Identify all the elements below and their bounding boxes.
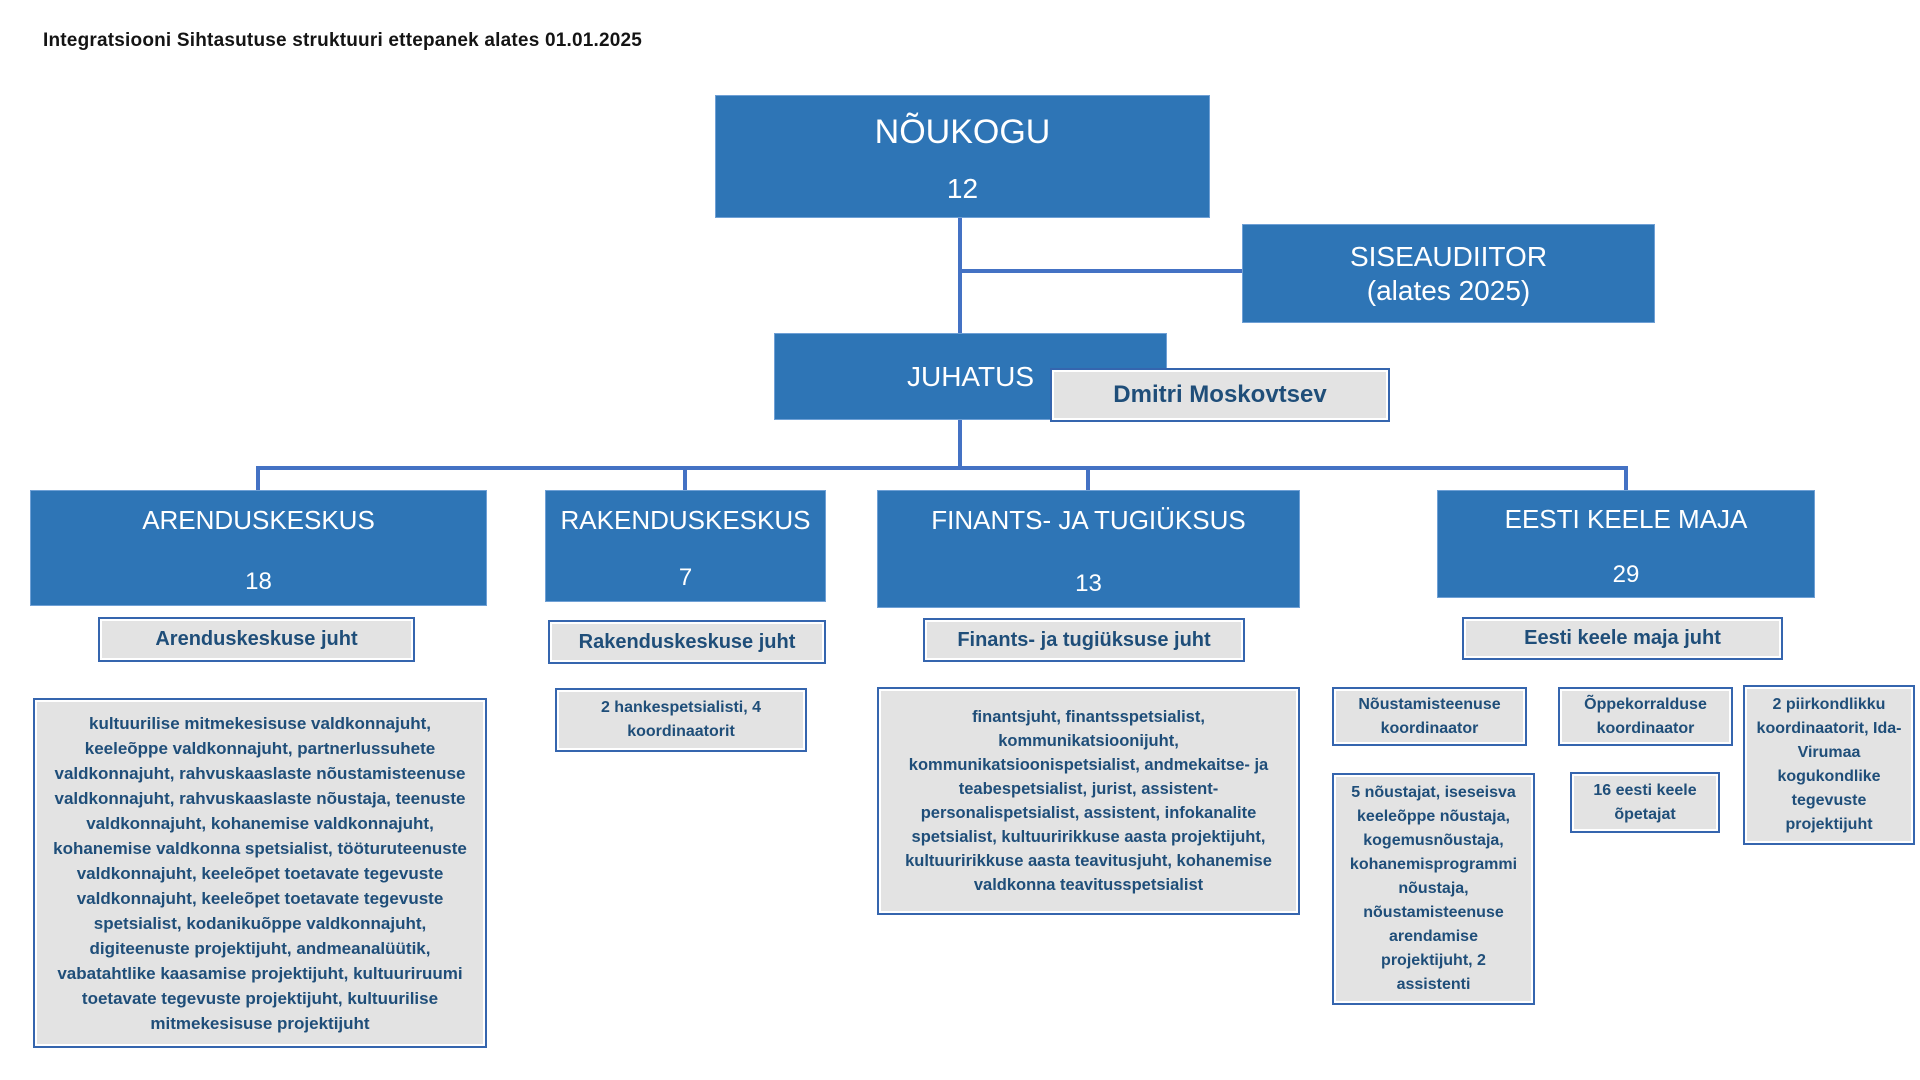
eesti-keele-maja-count: 29 <box>1612 560 1640 588</box>
connector-drop-finants <box>1086 468 1090 490</box>
noustamisteenuse-staff-list: 5 nõustajat, iseseisva keeleõppe nõustaja, kogemusnõustaja, kohanemisprogrammi nõustaja, nõustamisteenuse arendamise projektijuht, 2 assistenti <box>1349 784 1518 993</box>
noustamisteenuse-koordinaator-label: Nõustamisteenuse koordinaator <box>1358 695 1501 737</box>
finants-count: 13 <box>1075 569 1102 597</box>
connector-drop-rakenduskeskus <box>683 468 687 490</box>
box-noustamisteenuse-koordinaator <box>1332 687 1527 746</box>
connector-main-horizontal <box>256 466 1628 470</box>
rakenduskeskus-head-label: Rakenduskeskuse juht <box>578 630 796 653</box>
arenduskeskus-label: ARENDUSKESKUS <box>142 505 375 535</box>
eesti-keele-maja-label: EESTI KEELE MAJA <box>1504 504 1748 534</box>
box-finants <box>877 490 1300 608</box>
box-arenduskeskus-head <box>98 617 415 662</box>
rakenduskeskus-staff-list: 2 hankespetsialisti, 4 koordinaatorit <box>600 699 762 740</box>
box-noustamisteenuse-staff <box>1332 773 1535 1005</box>
siseaudiitor-label-line2: (alates 2025) <box>1366 274 1531 306</box>
box-piirkondlikud-koordinaatorid <box>1743 685 1915 845</box>
box-oppekorralduse-koordinaator <box>1558 687 1733 746</box>
rakenduskeskus-label: RAKENDUSKESKUS <box>560 505 811 535</box>
juhatus-person-name: Dmitri Moskovtsev <box>1113 381 1327 408</box>
box-eesti-keele-maja-head <box>1462 617 1783 660</box>
page-title: Integratsiooni Sihtasutuse struktuuri ettepanek alates 01.01.2025 <box>43 30 643 51</box>
eesti-keele-maja-head-label: Eesti keele maja juht <box>1524 627 1721 649</box>
arenduskeskus-staff-list: kultuurilise mitmekesisuse valdkonnajuht, keeleõppe valdkonnajuht, partnerlussuhete valdkonnajuht, rahvuskaaslaste nõustamisteenuse valdkonnajuht, rahvuskaaslaste nõustaja, teenuste valdkonnajuht, kohanemise valdkonnajuht, kohanemise valdkonna spetsialist, tööturuteenuste valdkonnajuht, keeleõpet toetavate tegevuste valdkonnajuht, keeleõpet toetavate tegevuste spetsialist, kodanikuõppe valdkonnajuht, digiteenuste projektijuht, andmeanalüütik, vabatahtlike kaasamise projektijuht, kultuuriruumi toetavate tegevuste projektijuht, kultuurilise mitmekesisuse projektijuht <box>53 713 467 1033</box>
box-noukogu <box>715 95 1210 218</box>
box-eesti-keele-maja <box>1437 490 1815 598</box>
connector-siseaudiitor <box>960 269 1242 273</box>
box-siseaudiitor <box>1242 224 1655 323</box>
noukogu-count: 12 <box>946 173 979 205</box>
rakenduskeskus-count: 7 <box>678 563 693 591</box>
finants-head-label: Finants- ja tugiüksuse juht <box>957 628 1211 651</box>
connector-drop-eesti-keele-maja <box>1624 468 1628 490</box>
box-juhatus-person <box>1050 368 1390 422</box>
juhatus-label: JUHATUS <box>906 360 1035 392</box>
oppekorralduse-koordinaator-label: Õppekorralduse koordinaator <box>1584 695 1707 737</box>
arenduskeskus-head-label: Arenduskeskuse juht <box>155 628 358 650</box>
siseaudiitor-label-line1: SISEAUDIITOR <box>1349 240 1548 272</box>
finants-staff-list: finantsjuht, finantsspetsialist, kommunikatsioonijuht, kommunikatsioonispetsialist, andmekaitse- ja teabespetsialist, jurist, assistent-personalispetsialist, assistent, infokanalite spetsialist, kultuuririkkuse aasta projektijuht, kultuuririkkuse aasta teavitusjuht, kohanemise valdkonna teavitusspetsialist <box>905 708 1272 894</box>
box-rakenduskeskus <box>545 490 826 602</box>
box-rakenduskeskus-head <box>548 620 826 664</box>
box-arenduskeskus <box>30 490 487 606</box>
box-rakenduskeskus-staff <box>555 688 807 752</box>
connector-noukogu-juhatus <box>958 218 962 333</box>
box-arenduskeskus-staff <box>33 698 487 1048</box>
noukogu-label: NÕUKOGU <box>874 113 1051 151</box>
box-finants-head <box>923 618 1245 662</box>
box-finants-staff <box>877 687 1300 915</box>
connector-juhatus-down <box>958 420 962 468</box>
piirkondlikud-koordinaatorid-label: 2 piirkondlikku koordinaatorit, Ida-Virumaa kogukondlike tegevuste projektijuht <box>1756 696 1902 833</box>
arenduskeskus-count: 18 <box>245 567 272 595</box>
box-oppekorralduse-staff <box>1570 772 1720 833</box>
connector-drop-arenduskeskus <box>256 468 260 490</box>
finants-label: FINANTS- JA TUGIÜKSUS <box>931 505 1246 535</box>
oppekorralduse-staff-list: 16 eesti keele õpetajat <box>1593 781 1697 823</box>
